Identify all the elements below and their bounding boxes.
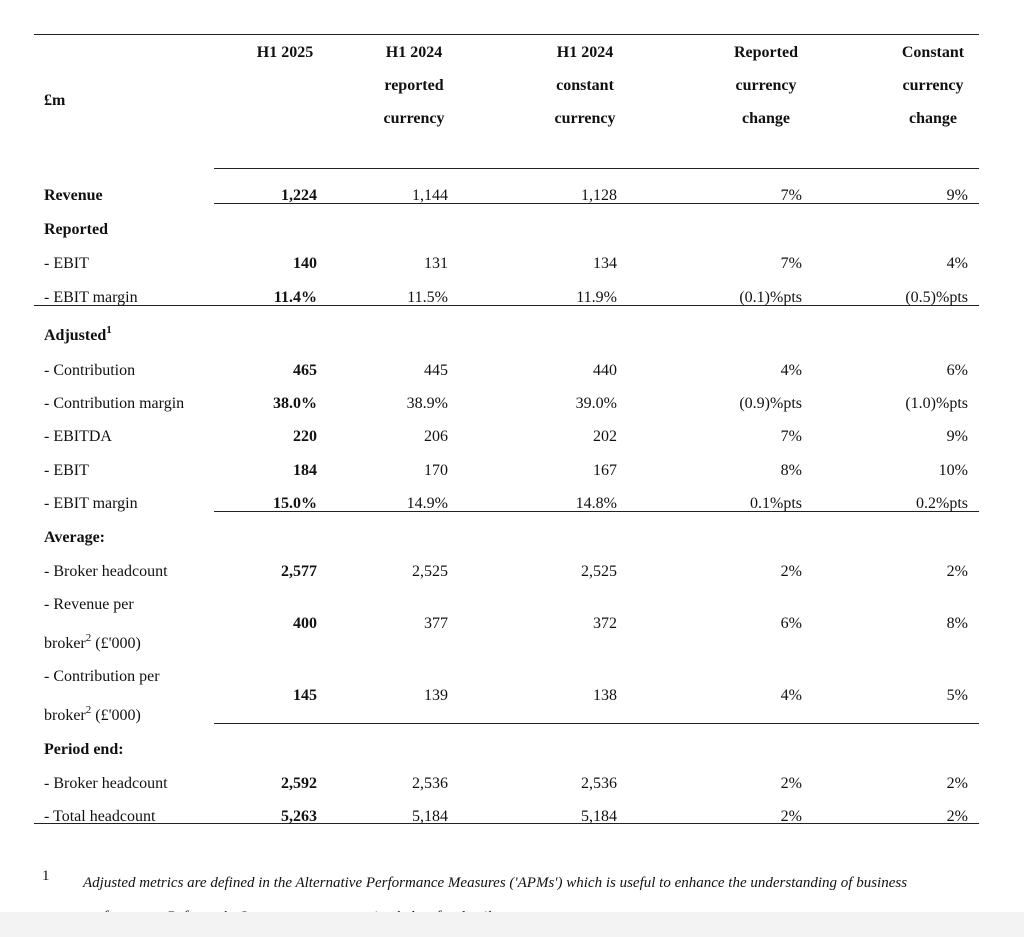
column-header-line: H1 2024 — [385, 44, 443, 61]
column-header-line: currency — [554, 110, 616, 127]
table-cell: 14.8% — [575, 495, 617, 512]
table-cell: 372 — [593, 615, 617, 632]
row-label — [44, 254, 89, 274]
bottom-scroll-strip — [0, 912, 1024, 937]
row-label-text: - Broker headcount — [44, 563, 168, 580]
row-label-text: - EBIT margin — [44, 289, 138, 306]
table-cell: 11.5% — [407, 289, 448, 306]
section-heading — [44, 326, 112, 346]
section-heading — [44, 220, 108, 240]
row-label — [44, 427, 112, 447]
row-label — [44, 361, 135, 381]
table-cell: 206 — [424, 428, 448, 445]
table-cell: 38.0% — [273, 395, 317, 412]
table-cell: 440 — [593, 362, 617, 379]
row-label — [44, 461, 89, 481]
row-label-text: broker — [44, 707, 86, 724]
table-cell: 2,577 — [281, 563, 317, 580]
table-cell: 5,184 — [412, 808, 448, 825]
row-label-text: - EBIT — [44, 462, 89, 479]
row-label — [44, 562, 168, 582]
table-cell: 6% — [780, 615, 802, 632]
column-header-line: change — [909, 110, 957, 127]
table-cell: 2% — [946, 775, 968, 792]
column-header-line: H1 2025 — [256, 44, 314, 61]
row-label-unit: (£'000) — [91, 635, 141, 652]
table-cell: 140 — [293, 255, 317, 272]
table-cell: 5% — [946, 687, 968, 704]
table-cell: (1.0)%pts — [905, 395, 968, 412]
table-rule — [214, 723, 979, 724]
table-cell: 2% — [946, 563, 968, 580]
table-cell: 7% — [780, 187, 802, 204]
section-heading — [44, 528, 105, 548]
table-cell: 4% — [946, 255, 968, 272]
table-cell: 220 — [293, 428, 317, 445]
column-header-line: reported — [384, 77, 444, 94]
table-cell: 6% — [946, 362, 968, 379]
row-label-text: - Contribution margin — [44, 395, 185, 412]
table-cell: 138 — [593, 687, 617, 704]
table-cell: 2,525 — [412, 563, 448, 580]
column-header-line: Reported — [734, 44, 798, 61]
table-cell: 445 — [424, 362, 448, 379]
table-cell: 2% — [780, 775, 802, 792]
table-cell: 184 — [293, 462, 317, 479]
footnote-text: Adjusted metrics are defined in the Alternative Performance Measures ('APMs') which is useful to enhance the understanding of business — [83, 875, 908, 891]
table-cell: 0.1%pts — [750, 495, 802, 512]
table-cell: (0.5)%pts — [905, 289, 968, 306]
table-cell: 15.0% — [273, 495, 317, 512]
table-cell: 1,224 — [281, 187, 317, 204]
table-cell: 5,184 — [581, 808, 617, 825]
column-header-line: H1 2024 — [556, 44, 614, 61]
row-label — [44, 595, 134, 615]
table-cell: 2% — [780, 808, 802, 825]
row-label — [44, 634, 141, 654]
footnote-number: 1 — [42, 868, 50, 884]
table-cell: 139 — [424, 687, 448, 704]
section-heading — [44, 740, 124, 760]
row-label-text: Period end: — [44, 741, 124, 758]
row-label — [44, 706, 141, 726]
row-label-text: Adjusted — [44, 327, 107, 344]
row-label — [44, 807, 155, 827]
table-cell: 2,592 — [281, 775, 317, 792]
row-label-unit: (£'000) — [91, 707, 141, 724]
column-header-line: currency — [383, 110, 445, 127]
row-label — [44, 667, 160, 687]
row-label-text: - EBITDA — [44, 428, 112, 445]
table-cell: 2% — [946, 808, 968, 825]
table-cell: 1,144 — [412, 187, 448, 204]
footnote-ref: 1 — [106, 324, 112, 336]
table-cell: 465 — [293, 362, 317, 379]
table-cell: 400 — [293, 615, 317, 632]
table-cell: 2,525 — [581, 563, 617, 580]
row-label — [44, 774, 168, 794]
row-label-text: - Contribution per — [44, 668, 160, 685]
footnote-ref: 2 — [85, 632, 92, 644]
table-cell: 2,536 — [581, 775, 617, 792]
table-top-rule — [34, 34, 979, 35]
table-cell: 2,536 — [412, 775, 448, 792]
row-label-text: - Revenue per — [44, 596, 134, 613]
row-label-text: - EBIT — [44, 255, 89, 272]
table-cell: 170 — [424, 462, 448, 479]
row-label-text: - Total headcount — [44, 808, 156, 825]
footnote-ref: 2 — [85, 704, 92, 716]
row-label-text: Average: — [44, 529, 105, 546]
table-cell: 134 — [593, 255, 617, 272]
table-cell: 7% — [780, 255, 802, 272]
row-label-text: Reported — [44, 221, 108, 238]
table-cell: (0.1)%pts — [739, 289, 802, 306]
table-cell: 4% — [780, 362, 802, 379]
table-rule — [214, 168, 979, 169]
row-label-text: - Broker headcount — [44, 775, 168, 792]
table-cell: 1,128 — [581, 187, 617, 204]
table-cell: 38.9% — [406, 395, 448, 412]
table-cell: 377 — [424, 615, 448, 632]
table-cell: 8% — [780, 462, 802, 479]
column-header-line: currency — [735, 77, 797, 94]
row-label-text: - Contribution — [44, 362, 136, 379]
table-cell: 5,263 — [281, 808, 317, 825]
table-cell: 7% — [780, 428, 802, 445]
column-header-line: currency — [902, 77, 964, 94]
table-cell: (0.9)%pts — [739, 395, 802, 412]
column-header-line: change — [742, 110, 790, 127]
column-header-line: constant — [556, 77, 614, 94]
table-cell: 4% — [780, 687, 802, 704]
table-cell: 8% — [946, 615, 968, 632]
table-cell: 9% — [946, 187, 968, 204]
table-cell: 11.4% — [273, 289, 317, 306]
table-cell: 167 — [593, 462, 617, 479]
table-cell: 202 — [593, 428, 617, 445]
row-label-text: broker — [44, 635, 86, 652]
row-label — [44, 288, 138, 308]
row-label-text: - EBIT margin — [44, 495, 138, 512]
table-cell: 9% — [946, 428, 968, 445]
unit-label: £m — [44, 92, 66, 109]
table-cell: 0.2%pts — [916, 495, 968, 512]
table-cell: 11.9% — [576, 289, 617, 306]
table-cell: 2% — [780, 563, 802, 580]
column-header-line: Constant — [901, 44, 965, 61]
table-cell: 10% — [938, 462, 968, 479]
row-label — [44, 494, 138, 514]
table-cell: 131 — [424, 255, 448, 272]
table-cell: 145 — [293, 687, 317, 704]
row-label — [44, 186, 103, 206]
table-cell: 14.9% — [406, 495, 448, 512]
row-label — [44, 394, 184, 414]
table-cell: 39.0% — [575, 395, 617, 412]
row-label-text: Revenue — [44, 187, 103, 204]
